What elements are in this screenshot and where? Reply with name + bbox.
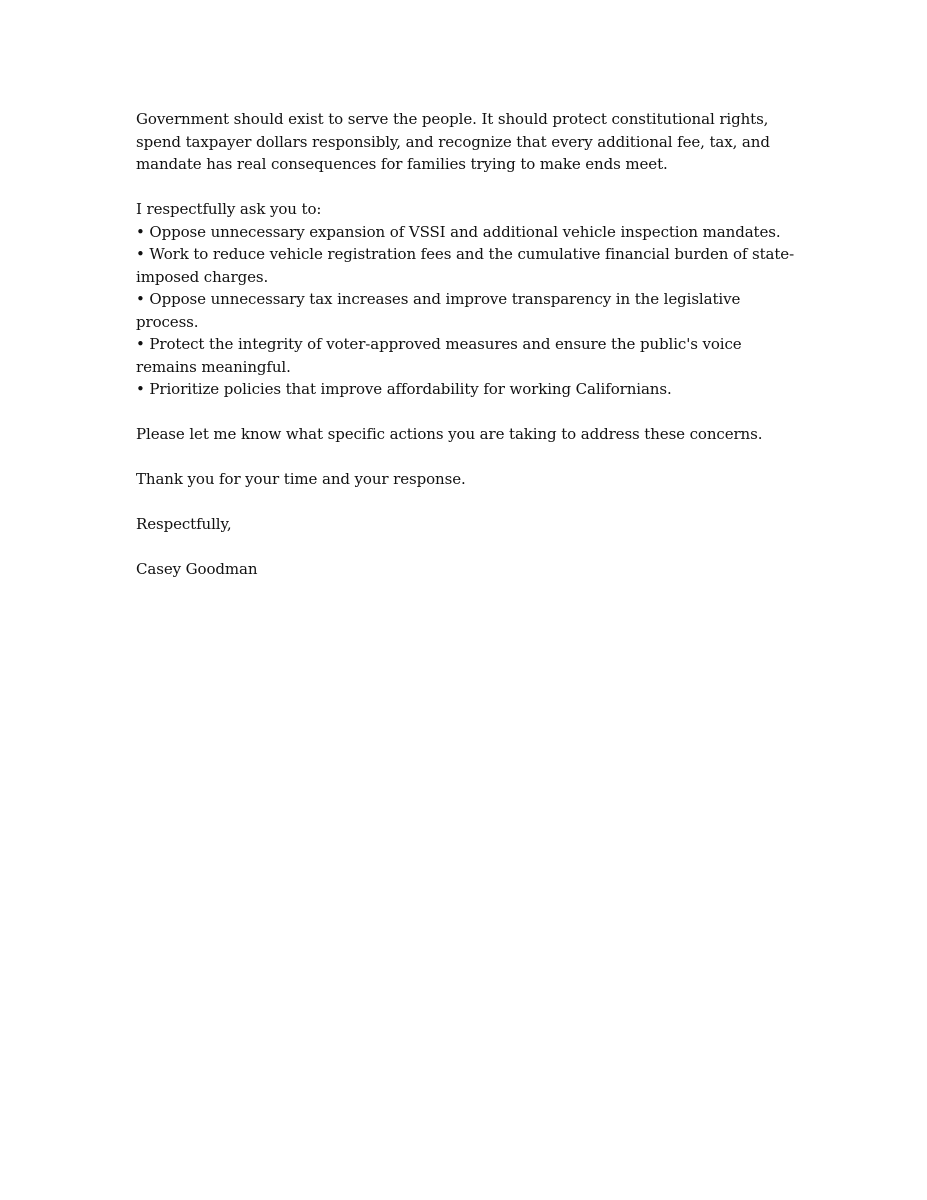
list-item-text: Prioritize policies that improve affordability for working Californians. [149, 380, 672, 398]
list-item [136, 333, 796, 378]
intro-paragraph: Government should exist to serve the people. It should protect constitutional rights, spend taxpayer dollars responsibly, and recognize that every additional fee, tax, and mandate has real consequences for families trying to make ends meet. [136, 110, 770, 173]
request-heading: I respectfully ask you to: [136, 200, 322, 218]
bullet-icon: • [136, 245, 145, 263]
follow-up-paragraph: Please let me know what specific actions you are taking to address these concerns. [136, 425, 763, 443]
letter-body [136, 108, 796, 581]
signature: Casey Goodman [136, 560, 258, 578]
list-item-text: Oppose unnecessary tax increases and improve transparency in the legislative process. [136, 290, 741, 331]
bullet-icon: • [136, 222, 145, 241]
closing: Respectfully, [136, 515, 232, 533]
list-item-text: Work to reduce vehicle registration fees and the cumulative financial burden of state-imposed charges. [136, 245, 795, 286]
list-item [136, 378, 796, 401]
list-item-text: Oppose unnecessary expansion of VSSI and additional vehicle inspection mandates. [149, 222, 781, 241]
list-item [136, 243, 796, 288]
list-item [136, 288, 796, 333]
bullet-icon: • [136, 380, 145, 398]
list-item-text: Protect the integrity of voter-approved measures and ensure the public's voice remains meaningful. [136, 335, 742, 376]
bullet-icon: • [136, 335, 145, 353]
request-list [136, 221, 796, 401]
thanks-paragraph: Thank you for your time and your response. [136, 470, 466, 488]
list-item [136, 221, 796, 244]
bullet-icon: • [136, 290, 145, 308]
